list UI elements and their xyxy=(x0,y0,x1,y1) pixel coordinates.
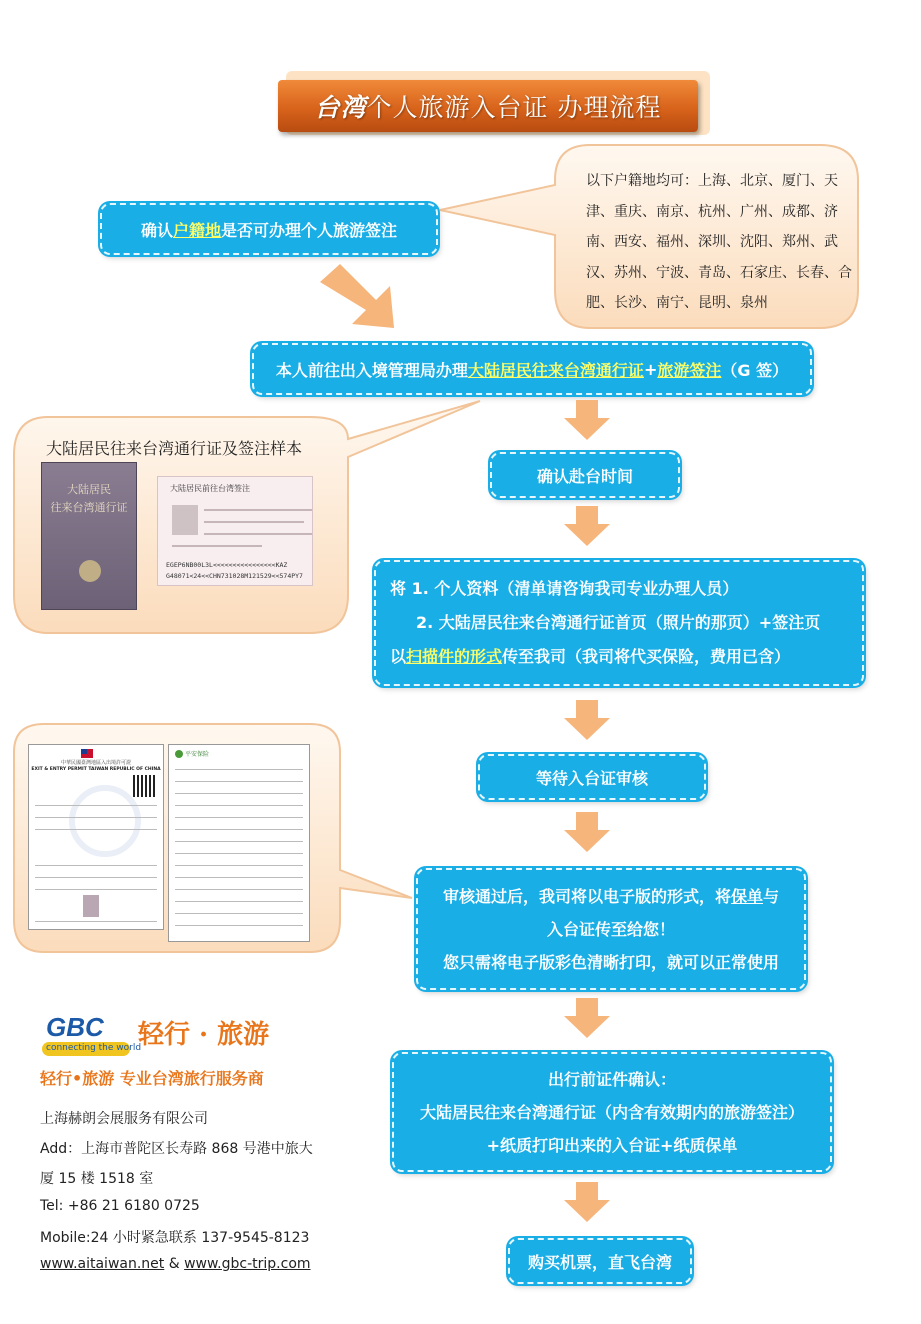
title-part2: 个人旅游入台证 办理流程 xyxy=(366,93,662,122)
sample-label: 大陆居民往来台湾通行证及签注样本 xyxy=(46,439,303,458)
down-arrow-icon xyxy=(564,998,610,1040)
permit-header: 中華民國臺灣地區入出境許可證 xyxy=(60,760,131,766)
step6-line3: 您只需将电子版彩色清晰打印，就可以正常使用 xyxy=(442,952,779,972)
title-banner xyxy=(278,80,698,132)
company-websites xyxy=(40,1256,311,1272)
down-arrow-icon xyxy=(564,812,610,854)
step-book-flight: 购买机票，直飞台湾 xyxy=(508,1238,692,1284)
diagonal-arrow-icon xyxy=(318,262,398,332)
website-link-gbc-trip[interactable]: www.gbc-trip.com xyxy=(184,1256,311,1272)
company-address-line2: 厦 15 楼 1518 室 xyxy=(40,1171,154,1187)
step1-highlight: 户籍地 xyxy=(172,220,221,240)
step4-line3-highlight: 扫描件的形式 xyxy=(406,647,503,666)
cities-list: 以下户籍地均可：上海、北京、厦门、天津、重庆、南京、杭州、广州、成都、济南、西安、福州、深圳、沈阳、郑州、武汉、苏州、宁波、青岛、石家庄、长春、合肥、长沙、南宁、昆明、泉州 xyxy=(586,173,852,311)
insurance-policy-image xyxy=(168,744,310,942)
gbc-logo xyxy=(42,1012,142,1058)
visa-mrz1: EGEP6NB00L3L<<<<<<<<<<<<<<<<KAZ xyxy=(166,561,288,569)
passport-emblem-icon xyxy=(79,560,101,582)
visa-photo xyxy=(172,505,198,535)
step6-line1-prefix: 审核通过后，我司将以电子版的形式，将 xyxy=(442,886,731,906)
company-address-line1: Add：上海市普陀区长寿路 868 号港中旅大 xyxy=(40,1141,313,1157)
company-slogan: 轻行•旅游 专业台湾旅行服务商 xyxy=(40,1069,264,1088)
step1-prefix: 确认 xyxy=(140,220,173,240)
down-arrow-icon xyxy=(564,1182,610,1224)
visa-header: 大陆居民前往台湾签注 xyxy=(170,484,250,493)
step6-line1-underline: 保单 xyxy=(730,886,763,906)
step7-line2: 大陆居民往来台湾通行证（内含有效期内的旅游签注） xyxy=(419,1102,804,1122)
website-link-aitaiwan[interactable]: www.aitaiwan.net xyxy=(40,1256,165,1272)
company-name: 上海赫朗会展服务有限公司 xyxy=(40,1111,208,1127)
step7-line1: 出行前证件确认： xyxy=(547,1069,676,1089)
down-arrow-icon xyxy=(564,700,610,742)
step2-suffix: （G 签） xyxy=(721,360,789,380)
qr-code-icon xyxy=(133,775,155,797)
permit-photo xyxy=(83,895,99,917)
step-receive-permit xyxy=(416,868,806,990)
insurer-name: 平安保险 xyxy=(185,751,210,758)
insurer-logo-icon xyxy=(175,750,183,758)
step2-plus: + xyxy=(643,359,658,379)
step2-prefix: 本人前往出入境管理局办理 xyxy=(275,360,468,380)
step4-line3-prefix: 以 xyxy=(390,647,407,666)
logo-tagline: connecting the world xyxy=(46,1043,142,1053)
visa-mrz2: G48071<24<<CHN731028M121529<<574PY7 xyxy=(166,572,303,580)
step1-suffix: 是否可办理个人旅游签注 xyxy=(221,220,398,240)
step2-highlight-visa: 旅游签注 xyxy=(657,360,722,380)
step4-line2: 2. 大陆居民往来台湾通行证首页（照片的那页）+签注页 xyxy=(416,613,821,632)
website-separator: & xyxy=(164,1256,185,1272)
step-document-check xyxy=(392,1052,832,1172)
step4-line3-suffix: 传至我司（我司将代买保险，费用已含） xyxy=(502,647,791,666)
company-tel: Tel: +86 21 6180 0725 xyxy=(40,1198,200,1214)
step-confirm-household xyxy=(100,203,438,255)
step2-highlight-permit: 大陆居民往来台湾通行证 xyxy=(467,360,644,380)
logo-brand: 轻行 · 旅游 xyxy=(138,1020,270,1050)
passport-line2: 往来台湾通行证 xyxy=(50,501,128,514)
visa-sample-image xyxy=(157,476,313,586)
step-submit-documents xyxy=(374,560,864,686)
permit-sample-image xyxy=(28,744,164,930)
permit-title-en: EXIT & ENTRY PERMIT TAIWAN REPUBLIC OF CHINA xyxy=(31,767,161,772)
passport-line1: 大陆居民 xyxy=(67,483,111,496)
company-mobile: Mobile:24 小时紧急联系 137-9545-8123 xyxy=(40,1230,310,1246)
down-arrow-icon xyxy=(564,506,610,548)
passport-image xyxy=(41,462,137,610)
watermark-seal xyxy=(69,785,141,857)
step-apply-permit xyxy=(252,343,812,395)
step6-line1-suffix: 与 xyxy=(763,886,780,906)
step4-line1: 将 1. 个人资料（清单请咨询我司专业办理人员） xyxy=(390,579,739,598)
step6-line2: 入台证传至给您！ xyxy=(546,919,675,939)
logo-gbc: GBC xyxy=(46,1012,104,1042)
step-confirm-date: 确认赴台时间 xyxy=(490,452,680,498)
step-wait-review: 等待入台证审核 xyxy=(478,754,706,800)
down-arrow-icon xyxy=(564,400,610,442)
title-part1: 台湾 xyxy=(314,93,367,122)
flag-icon xyxy=(81,749,93,758)
step7-line3: +纸质打印出来的入台证+纸质保单 xyxy=(486,1135,738,1155)
